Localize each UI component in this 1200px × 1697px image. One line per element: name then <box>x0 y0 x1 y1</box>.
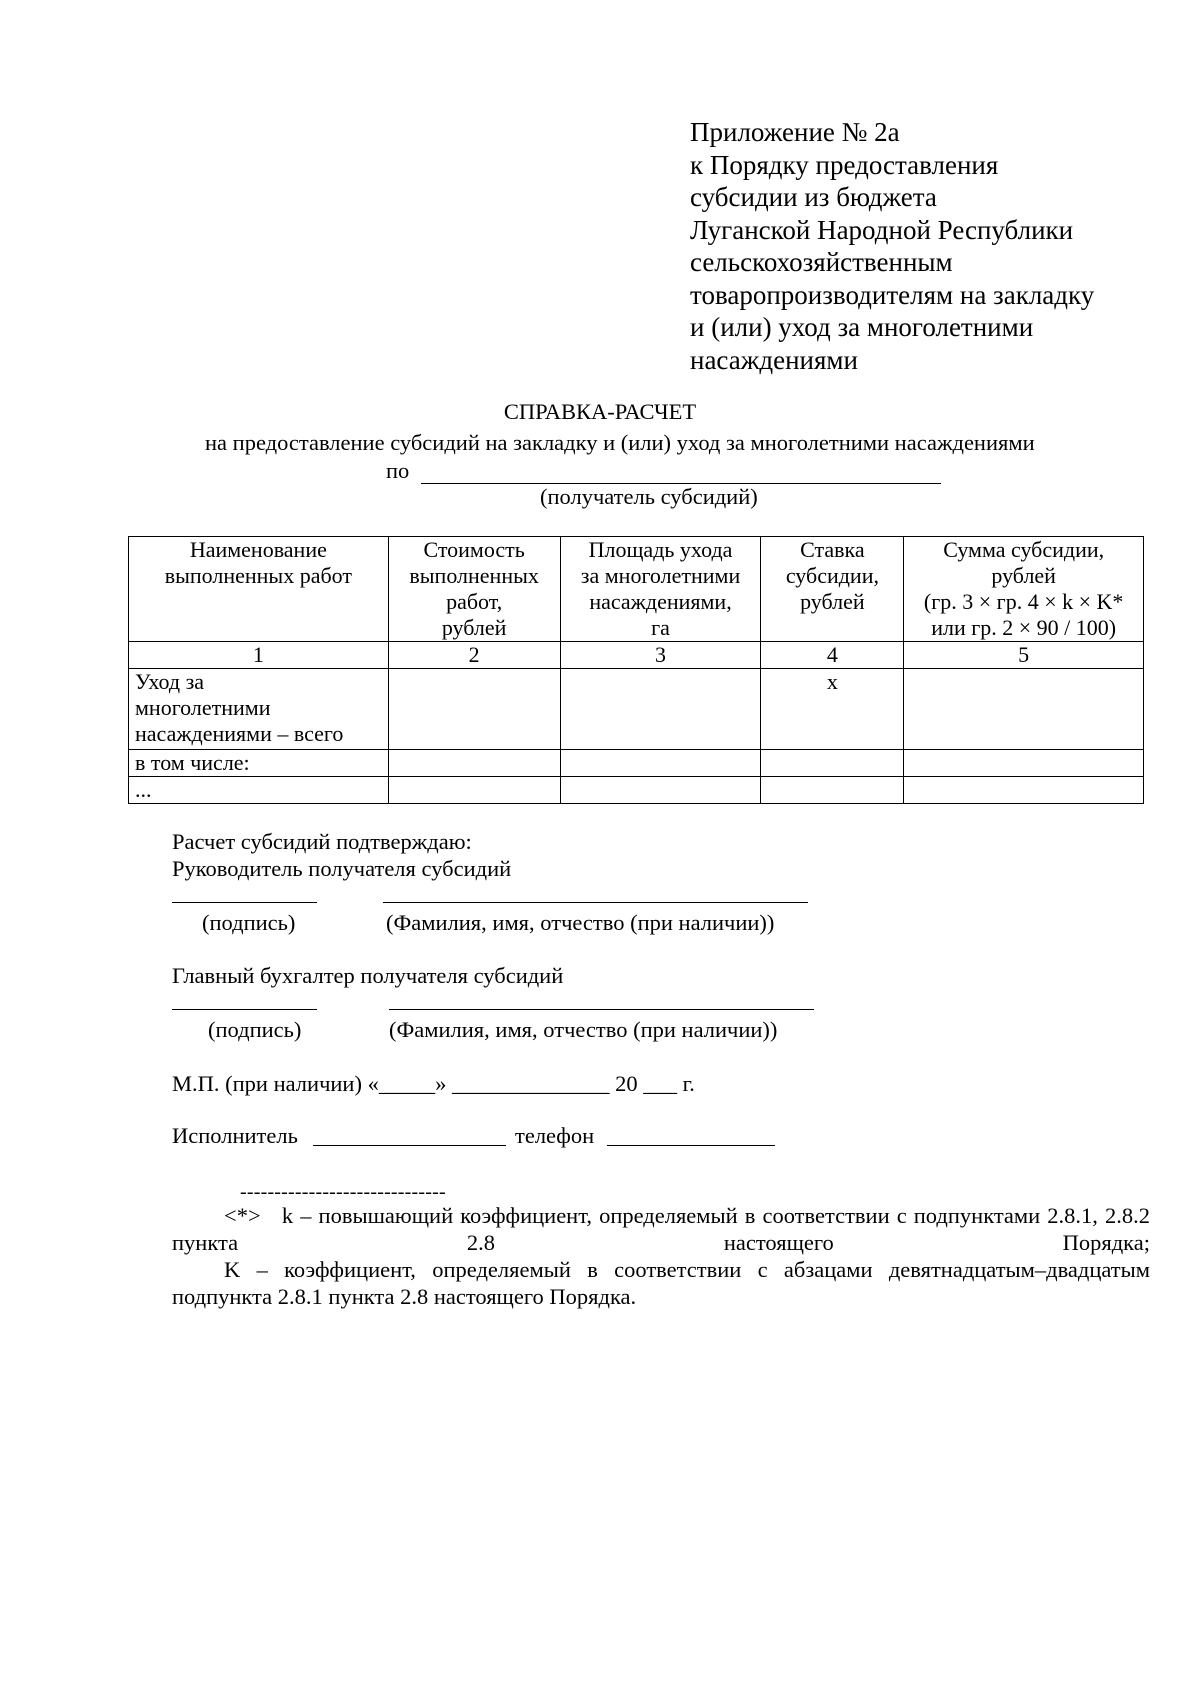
annex-line: субсидии из бюджета <box>690 182 937 212</box>
table-row <box>129 777 1144 804</box>
table-row <box>129 669 1144 750</box>
column-number: 5 <box>904 642 1144 669</box>
name-caption: (Фамилия, имя, отчество (при наличии)) <box>389 1017 778 1042</box>
header-cell: Площадь ухода за многолетними насаждениями, га <box>560 537 761 642</box>
annex-header <box>690 116 1094 376</box>
phone-field[interactable] <box>607 1145 775 1146</box>
footnote-1 <box>172 1202 1150 1256</box>
head-name-field[interactable] <box>383 902 808 903</box>
accountant-signature-field[interactable] <box>172 1009 317 1010</box>
annex-line: товаропроизводителям на закладку <box>690 279 1095 310</box>
document-title: СПРАВКА-РАСЧЕТ <box>503 399 697 424</box>
calculation-table <box>128 536 1144 804</box>
table-cell[interactable] <box>560 777 761 804</box>
accountant-name-field[interactable] <box>389 1009 814 1010</box>
footnote-text: k – повышающий коэффициент, определяемый в соответствии с подпунктами 2.8.1, 2.8.2 пункта 2.8 настоящего Порядка; <box>172 1203 1150 1255</box>
table-cell[interactable] <box>761 777 904 804</box>
row-label: ... <box>129 777 389 804</box>
annex-line: сельскохозяйственным <box>690 247 953 277</box>
footnote-text: K – коэффициент, определяемый в соответствии с абзацами девятнадцатым–двадцатым подпункта 2.8.1 пункта 2.8 настоящего Порядка. <box>172 1257 1150 1309</box>
footnote-2 <box>172 1256 1150 1310</box>
signature-caption: (подпись) <box>208 1017 302 1042</box>
footnote-separator: ------------------------------ <box>240 1181 446 1203</box>
header-cell: Наименование выполненных работ <box>129 537 389 642</box>
confirm-label: Расчет субсидий подтверждаю: <box>172 829 472 854</box>
header-cell: Сумма субсидии, рублей (гр. 3 × гр. 4 × k × K* или гр. 2 × 90 / 100) <box>904 537 1144 642</box>
head-label: Руководитель получателя субсидий <box>172 856 512 881</box>
column-number-row <box>129 642 1144 669</box>
row-label: в том числе: <box>129 750 389 777</box>
table-row <box>129 750 1144 777</box>
table-cell[interactable] <box>761 750 904 777</box>
annex-line: Луганской Народной Республики <box>690 214 1074 245</box>
po-label: по <box>386 458 410 483</box>
annex-line: к Порядку предоставления <box>690 149 999 180</box>
name-caption: (Фамилия, имя, отчество (при наличии)) <box>386 910 775 935</box>
column-number: 1 <box>129 642 389 669</box>
annex-line: и (или) уход за многолетними <box>690 312 1034 342</box>
header-cell: Ставка субсидии, рублей <box>761 537 904 642</box>
table-header-row <box>129 537 1144 642</box>
footnote-marker: <*> <box>224 1203 261 1228</box>
accountant-label: Главный бухгалтер получателя субсидий <box>172 963 564 988</box>
table-cell[interactable] <box>904 669 1144 750</box>
recipient-caption: (получатель субсидий) <box>540 484 758 509</box>
annex-line: насаждениями <box>690 344 858 375</box>
table-cell[interactable] <box>904 750 1144 777</box>
recipient-line <box>386 458 941 484</box>
header-cell: Стоимость выполненных работ, рублей <box>388 537 560 642</box>
table-cell[interactable] <box>560 669 761 750</box>
phone-label: телефон <box>515 1123 595 1148</box>
stamp-date-line: М.П. (при наличии) «_____» ______________ 20 ___ г. <box>172 1071 695 1096</box>
table-cell[interactable] <box>388 750 560 777</box>
row-label: Уход за многолетними насаждениями – всего <box>129 669 389 750</box>
column-number: 2 <box>388 642 560 669</box>
column-number: 4 <box>761 642 904 669</box>
executor-label: Исполнитель <box>172 1123 298 1148</box>
recipient-field[interactable] <box>421 461 941 484</box>
annex-line: Приложение № 2а <box>690 117 900 147</box>
table-cell[interactable] <box>904 777 1144 804</box>
head-signature-field[interactable] <box>172 902 317 903</box>
document-subtitle: на предоставление субсидий на закладку и (или) уход за многолетними насаждениями <box>205 430 1035 455</box>
signature-caption: (подпись) <box>202 910 296 935</box>
table-cell[interactable] <box>560 750 761 777</box>
table-cell: х <box>761 669 904 750</box>
table-cell[interactable] <box>388 669 560 750</box>
executor-field[interactable] <box>313 1145 506 1146</box>
table-cell[interactable] <box>388 777 560 804</box>
column-number: 3 <box>560 642 761 669</box>
